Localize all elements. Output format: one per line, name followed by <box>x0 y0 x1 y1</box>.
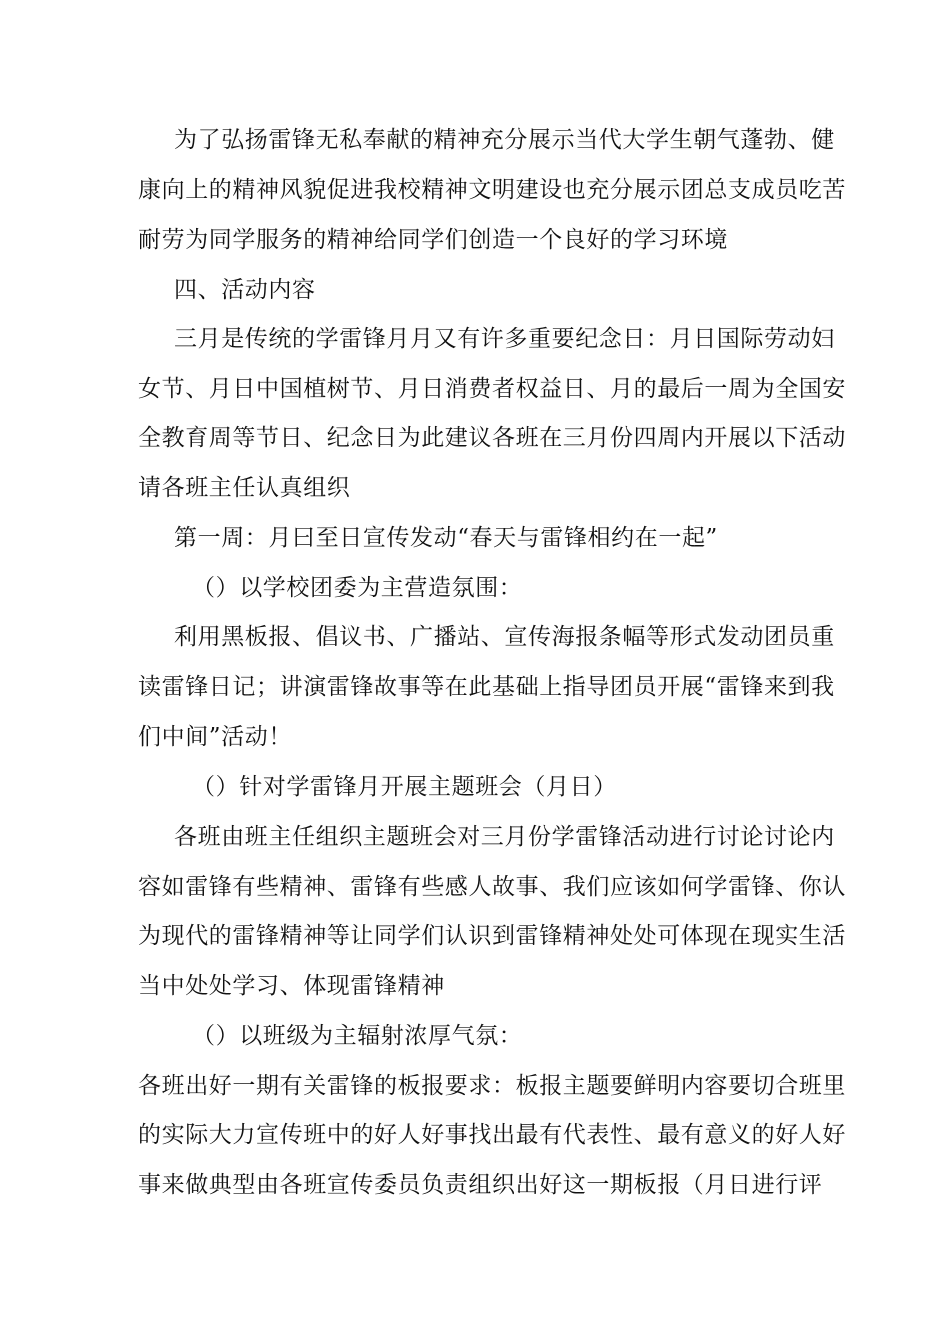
list-item: （）以学校团委为主营造氛围： <box>192 575 523 601</box>
paragraph-line: 事来做典型由各班宣传委员负责组织出好这一期板报（月日进行评 <box>138 1172 823 1198</box>
paragraph-line: 康向上的精神风貌促进我校精神文明建设也充分展示团总支成员吃苦 <box>138 177 846 203</box>
paragraph-line: 当中处处学习、体现雷锋精神 <box>138 973 445 999</box>
paragraph-line: 为了弘扬雷锋无私奉献的精神充分展示当代大学生朝气蓬勃、健 <box>174 127 835 153</box>
paragraph-line: 耐劳为同学服务的精神给同学们创造一个良好的学习环境 <box>138 227 728 253</box>
paragraph-line: 全教育周等节日、纪念日为此建议各班在三月份四周内开展以下活动 <box>138 425 846 451</box>
paragraph-line: 们中间”活动！ <box>138 724 292 750</box>
section-heading: 四、活动内容 <box>174 277 316 303</box>
paragraph-line: 的实际大力宣传班中的好人好事找出最有代表性、最有意义的好人好 <box>138 1122 846 1148</box>
paragraph-line: 为现代的雷锋精神等让同学们认识到雷锋精神处处可体现在现实生活 <box>138 923 846 949</box>
paragraph-line: 利用黑板报、倡议书、广播站、宣传海报条幅等形式发动团员重 <box>174 624 835 650</box>
paragraph-line: 各班由班主任组织主题班会对三月份学雷锋活动进行讨论讨论内 <box>174 824 835 850</box>
list-item: （）以班级为主辐射浓厚气氛： <box>192 1023 523 1049</box>
paragraph-line: 第一周：月曰至日宣传发动“春天与雷锋相约在一起” <box>174 525 718 551</box>
list-item: （）针对学雷锋月开展主题班会（月日） <box>192 774 617 800</box>
paragraph-line: 读雷锋日记；讲演雷锋故事等在此基础上指导团员开展“雷锋来到我 <box>138 674 835 700</box>
paragraph-line: 容如雷锋有些精神、雷锋有些感人故事、我们应该如何学雷锋、你认 <box>138 874 846 900</box>
paragraph-line: 请各班主任认真组织 <box>138 475 351 501</box>
paragraph-line: 女节、月日中国植树节、月日消费者权益日、月的最后一周为全国安 <box>138 376 846 402</box>
paragraph-line: 各班出好一期有关雷锋的板报要求：板报主题要鲜明内容要切合班里 <box>138 1073 846 1099</box>
paragraph-line: 三月是传统的学雷锋月月又有许多重要纪念日：月日国际劳动妇 <box>174 326 835 352</box>
